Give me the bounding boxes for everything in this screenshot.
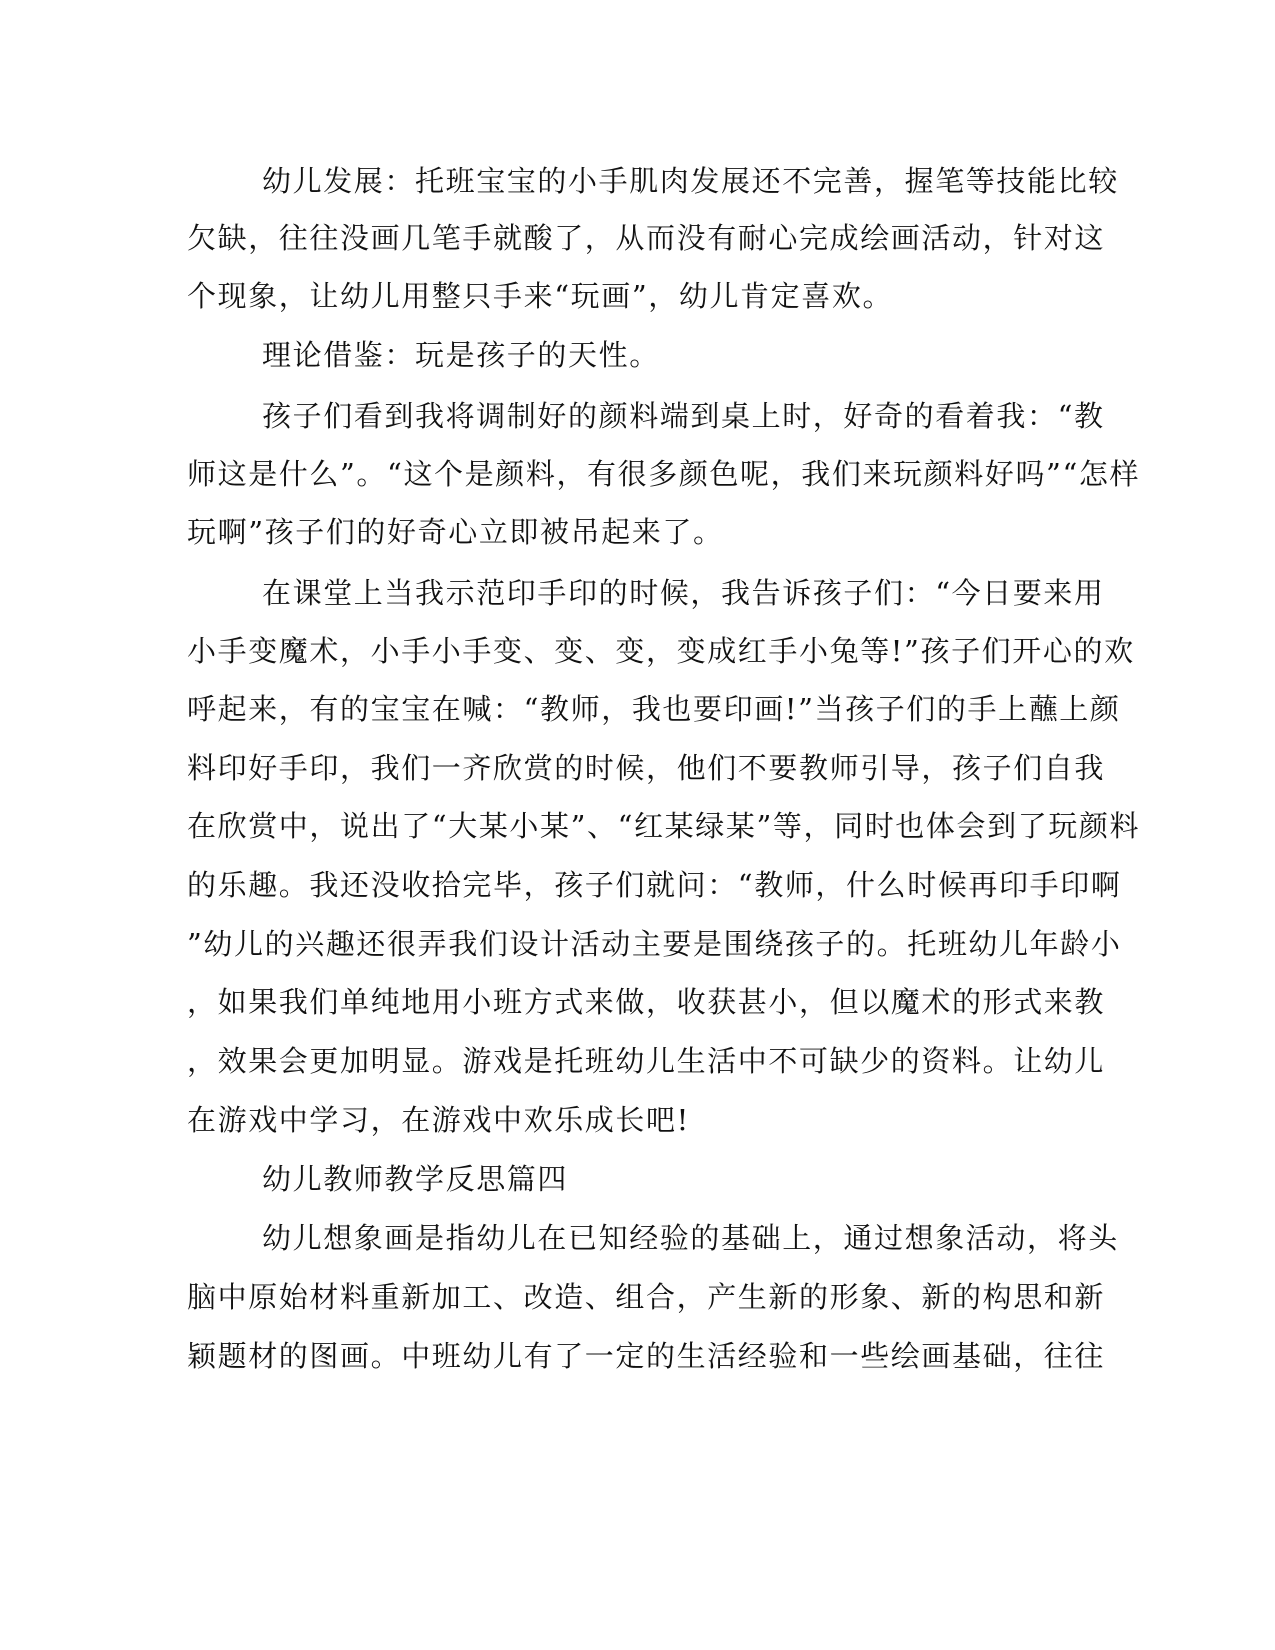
paragraph-line: 脑中原始材料重新加工、改造、组合，产生新的形象、新的构思和新: [187, 1280, 1106, 1314]
paragraph-line: 理论借鉴：玩是孩子的天性。: [262, 338, 660, 372]
paragraph-line: 颖题材的图画。中班幼儿有了一定的生活经验和一些绘画基础，往往: [187, 1339, 1106, 1373]
paragraph-line: ，如果我们单纯地用小班方式来做，收获甚小，但以魔术的形式来教: [187, 985, 1106, 1019]
paragraph-line: 欠缺，往往没画几笔手就酸了，从而没有耐心完成绘画活动，针对这: [187, 221, 1106, 255]
paragraph-line: 在欣赏中，说出了“大某小某”、“红某绿某”等，同时也体会到了玩颜料: [187, 809, 1141, 843]
paragraph-line: 孩子们看到我将调制好的颜料端到桌上时，好奇的看着我：“教: [262, 399, 1105, 433]
section-heading: 幼儿教师教学反思篇四: [262, 1162, 569, 1196]
paragraph-line: 在游戏中学习，在游戏中欢乐成长吧!: [187, 1103, 690, 1137]
paragraph-line: 呼起来，有的宝宝在喊：“教师，我也要印画!”当孩子们的手上蘸上颜: [187, 692, 1121, 726]
paragraph-line: 小手变魔术，小手小手变、变、变，变成红手小兔等!”孩子们开心的欢: [187, 634, 1135, 668]
paragraph-line: 玩啊”孩子们的好奇心立即被吊起来了。: [187, 515, 724, 549]
paragraph-line: 在课堂上当我示范印手印的时候，我告诉孩子们：“今日要来用: [262, 576, 1105, 610]
paragraph-line: 幼儿想象画是指幼儿在已知经验的基础上，通过想象活动，将头: [262, 1221, 1119, 1255]
paragraph-line: ”幼儿的兴趣还很弄我们设计活动主要是围绕孩子的。托班幼儿年龄小: [187, 927, 1122, 961]
paragraph-line: 个现象，让幼儿用整只手来“玩画”，幼儿肯定喜欢。: [187, 279, 894, 313]
paragraph-line: 的乐趣。我还没收拾完毕，孩子们就问：“教师，什么时候再印手印啊: [187, 868, 1122, 902]
paragraph-line: 师这是什么”。“这个是颜料，有很多颜色呢，我们来玩颜料好吗”“怎样: [187, 457, 1141, 491]
paragraph-line: ，效果会更加明显。游戏是托班幼儿生活中不可缺少的资料。让幼儿: [187, 1044, 1106, 1078]
paragraph-line: 幼儿发展：托班宝宝的小手肌肉发展还不完善，握笔等技能比较: [262, 164, 1119, 198]
paragraph-line: 料印好手印，我们一齐欣赏的时候，他们不要教师引导，孩子们自我: [187, 751, 1106, 785]
